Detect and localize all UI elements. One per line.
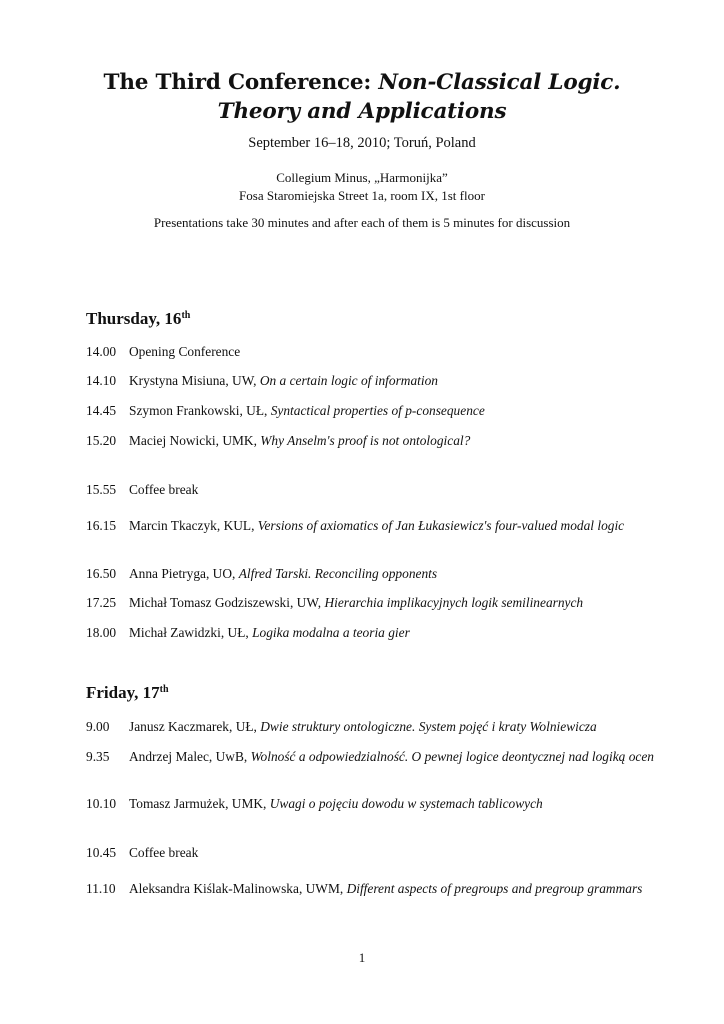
entry-talk: On a certain logic of information [259,373,438,388]
schedule-entry [86,432,656,450]
entry-talk: Uwagi o pojęciu dowodu w systemach tablicowych [269,796,543,811]
day-suffix: th [181,310,191,321]
entry-speaker: Opening Conference [129,344,241,359]
entry-time: 15.20 [86,433,117,448]
schedule-entry [86,372,656,390]
entry-time: 14.10 [86,373,117,388]
entry-text [129,795,656,813]
title-line-2 [0,97,724,126]
schedule-entry [86,565,656,583]
entry-speaker: Coffee break [129,845,199,860]
day-name: Friday, 17 [86,683,160,702]
entry-text [129,718,656,736]
entry-speaker: Maciej Nowicki, UMK, [129,433,261,448]
day-heading-friday [86,683,169,703]
entry-time: 9.35 [86,749,110,764]
schedule-entry [86,343,656,361]
entry-speaker: Anna Pietryga, UO, [129,566,239,581]
entry-talk: Dwie struktury ontologiczne. System pojęć i kraty Wolniewicza [260,719,597,734]
entry-talk: Logika modalna a teoria gier [252,625,410,640]
schedule-entry [86,481,656,499]
entry-talk: Syntactical properties of p-consequence [270,403,485,418]
schedule-entry [86,880,656,898]
entry-text [129,343,656,361]
entry-speaker: Coffee break [129,482,199,497]
entry-time: 18.00 [86,625,117,640]
entry-text [129,565,656,583]
venue-line-1: Collegium Minus, „Harmonijka” [276,170,448,185]
title-plain: The Third Conference: [103,70,379,95]
schedule-entry [86,748,656,766]
entry-time: 10.45 [86,845,117,860]
entry-text [129,624,656,642]
entry-text [129,594,656,612]
entry-speaker: Michał Tomasz Godziszewski, UW, [129,595,325,610]
title-italic-1: Non-Classical Logic. [378,70,621,95]
entry-talk: Hierarchia implikacyjnych logik semilinearnych [324,595,584,610]
entry-speaker: Janusz Kaczmarek, UŁ, [129,719,261,734]
day-suffix: th [159,684,169,695]
entry-speaker: Tomasz Jarmużek, UMK, [129,796,270,811]
venue-line-2: Fosa Staromiejska Street 1a, room IX, 1st floor [239,188,485,203]
entry-talk: Wolność a odpowiedzialność. O pewnej logice deontycznej nad logiką ocen [250,749,654,764]
day-heading-thursday [86,309,190,329]
schedule-entry [86,795,656,813]
entry-time: 11.10 [86,881,116,896]
day-name: Thursday, 16 [86,309,182,328]
schedule-entry [86,624,656,642]
entry-speaker: Andrzej Malec, UwB, [129,749,251,764]
entry-time: 14.00 [86,344,117,359]
entry-talk: Alfred Tarski. Reconciling opponents [238,566,438,581]
schedule-entry [86,517,656,535]
entry-time: 15.55 [86,482,117,497]
entry-time: 16.50 [86,566,117,581]
entry-speaker: Krystyna Misiuna, UW, [129,373,260,388]
document-title [0,68,724,126]
entry-speaker: Szymon Frankowski, UŁ, [129,403,271,418]
schedule-entry [86,594,656,612]
schedule-entry [86,844,656,862]
schedule-entry [86,718,656,736]
entry-talk: Different aspects of pregroups and pregroup grammars [346,881,643,896]
title-italic-2: Theory and Applications [217,99,507,124]
entry-text [129,748,656,766]
entry-text [129,432,656,450]
entry-text [129,844,656,862]
entry-time: 10.10 [86,796,117,811]
entry-speaker: Aleksandra Kiślak-Malinowska, UWM, [129,881,347,896]
venue [0,169,724,205]
entry-text [129,402,656,420]
entry-speaker: Michał Zawidzki, UŁ, [129,625,253,640]
entry-text [129,880,656,898]
page-number: 1 [358,950,366,965]
entry-time: 9.00 [86,719,110,734]
entry-talk: Why Anselm's proof is not ontological? [260,433,471,448]
entry-text [129,517,656,535]
entry-time: 14.45 [86,403,117,418]
entry-talk: Versions of axiomatics of Jan Łukasiewicz's four-valued modal logic [257,518,625,533]
entry-text [129,372,656,390]
title-line-1 [0,68,724,97]
conference-dates: September 16–18, 2010; Toruń, Poland [248,135,476,151]
presentation-note: Presentations take 30 minutes and after each of them is 5 minutes for discussion [153,215,571,230]
entry-speaker: Marcin Tkaczyk, KUL, [129,518,258,533]
entry-time: 17.25 [86,595,117,610]
entry-text [129,481,656,499]
entry-time: 16.15 [86,518,117,533]
schedule-entry [86,402,656,420]
